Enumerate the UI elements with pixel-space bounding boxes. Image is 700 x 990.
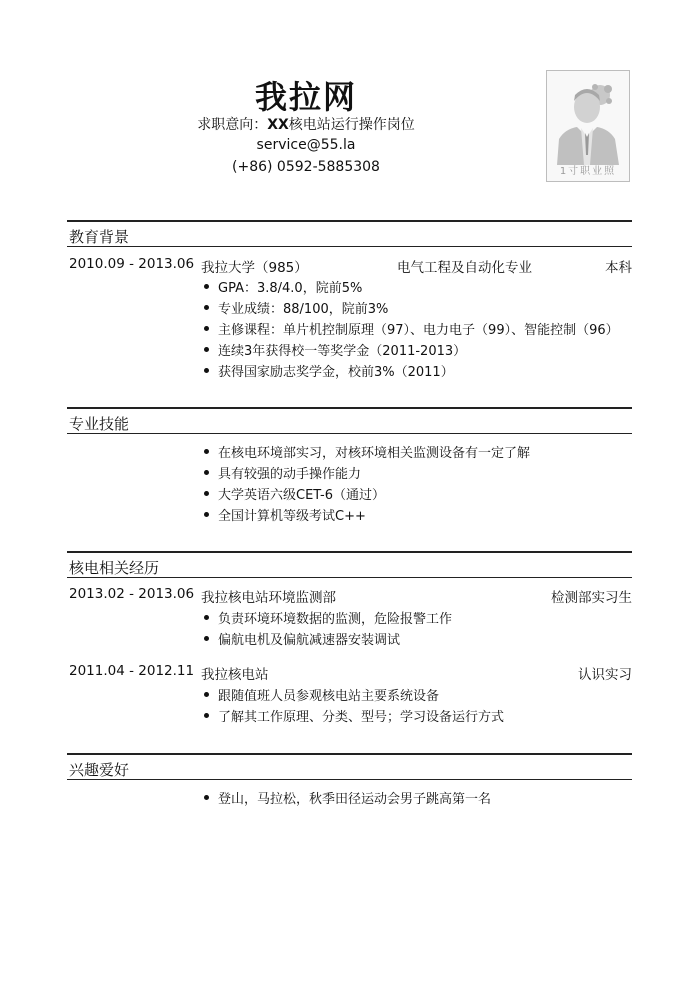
contact-email: service@55.la <box>256 137 356 153</box>
list-item <box>204 685 439 704</box>
photo-label: 1寸职业照 <box>559 166 617 177</box>
bullet-icon <box>204 470 209 475</box>
skills-section <box>67 407 632 524</box>
experience-title-bar <box>67 551 632 578</box>
candidate-name: 我拉网 <box>254 78 357 116</box>
list-item-text: 大学英语六级CET-6（通过） <box>218 488 386 503</box>
list-item-text: 全国计算机等级考试C++ <box>218 509 366 524</box>
list-item-text: 负责环境环境数据的监测，危险报警工作 <box>218 612 453 627</box>
skills-title-bar <box>67 407 632 434</box>
experience-role: 认识实习 <box>578 667 632 683</box>
list-item-text: 了解其工作原理、分类、型号；学习设备运行方式 <box>218 710 505 725</box>
list-item-text: 连续3年获得校一等奖学金（2011-2013） <box>218 344 467 359</box>
experience-org: 我拉核电站环境监测部 <box>201 590 336 606</box>
education-row <box>67 256 632 276</box>
list-item <box>204 298 388 317</box>
experience-row <box>67 663 632 683</box>
education-date: 2010.09 - 2013.06 <box>69 256 195 272</box>
list-item-text: 跟随值班人员参观核电站主要系统设备 <box>218 689 440 704</box>
major: 电气工程及自动化专业 <box>397 260 532 276</box>
hobbies-title-bar <box>67 753 632 780</box>
list-item <box>204 277 362 296</box>
bullet-icon <box>204 615 209 620</box>
degree: 本科 <box>605 260 632 276</box>
section-title: 核电相关经历 <box>69 559 160 577</box>
bullet-icon <box>204 347 209 352</box>
job-intent-strong: XX <box>267 117 289 133</box>
list-item-text: GPA：3.8/4.0，院前5% <box>218 281 363 296</box>
bullet-icon <box>204 512 209 517</box>
education-section <box>67 220 632 380</box>
bullet-icon <box>204 491 209 496</box>
list-item-text: 获得国家励志奖学金，校前3%（2011） <box>218 365 454 380</box>
list-item-text: 具有较强的动手操作能力 <box>218 467 362 482</box>
resume-header <box>0 0 700 200</box>
bullet-icon <box>204 305 209 310</box>
list-item-text: 在核电环境部实习，对核环境相关监测设备有一定了解 <box>218 446 531 461</box>
list-item <box>204 463 361 482</box>
bullet-icon <box>204 284 209 289</box>
photo-placeholder <box>546 70 630 182</box>
bullet-icon <box>204 692 209 697</box>
job-intent <box>0 114 612 134</box>
bullet-icon <box>204 713 209 718</box>
experience-org: 我拉核电站 <box>201 667 269 683</box>
list-item <box>204 706 504 725</box>
list-item <box>204 319 619 338</box>
bullet-icon <box>204 326 209 331</box>
list-item <box>204 361 454 380</box>
experience-row <box>67 586 632 606</box>
experience-date: 2013.02 - 2013.06 <box>69 586 195 602</box>
list-item-text: 专业成绩：88/100，院前3% <box>218 302 389 317</box>
list-item-text: 主修课程：单片机控制原理（97）、电力电子（99）、智能控制（96） <box>218 323 619 338</box>
bullet-icon <box>204 795 209 800</box>
list-item-text: 偏航电机及偏航减速器安装调试 <box>218 633 401 648</box>
list-item <box>204 484 385 503</box>
bullet-icon <box>204 449 209 454</box>
job-intent-position: 核电站运行操作岗位 <box>288 117 415 133</box>
list-item <box>204 505 366 524</box>
experience-section <box>67 551 632 725</box>
section-title: 专业技能 <box>69 415 130 433</box>
section-title: 兴趣爱好 <box>69 761 130 779</box>
contact-phone: (+86) 0592-5885308 <box>232 159 380 175</box>
list-item-text: 登山，马拉松，秋季田径运动会男子跳高第一名 <box>218 792 492 807</box>
person-silhouette-icon <box>553 77 625 165</box>
list-item <box>204 788 491 807</box>
job-intent-prefix: 求职意向： <box>197 117 268 133</box>
list-item <box>204 629 400 648</box>
list-item <box>204 340 466 359</box>
hobbies-section <box>67 753 632 807</box>
list-item <box>204 442 530 461</box>
experience-role: 检测部实习生 <box>551 590 632 606</box>
education-title-bar <box>67 220 632 247</box>
bullet-icon <box>204 368 209 373</box>
list-item <box>204 608 452 627</box>
experience-date: 2011.04 - 2012.11 <box>69 663 195 679</box>
bullet-icon <box>204 636 209 641</box>
section-title: 教育背景 <box>69 228 130 246</box>
school-name: 我拉大学（985） <box>201 260 308 276</box>
